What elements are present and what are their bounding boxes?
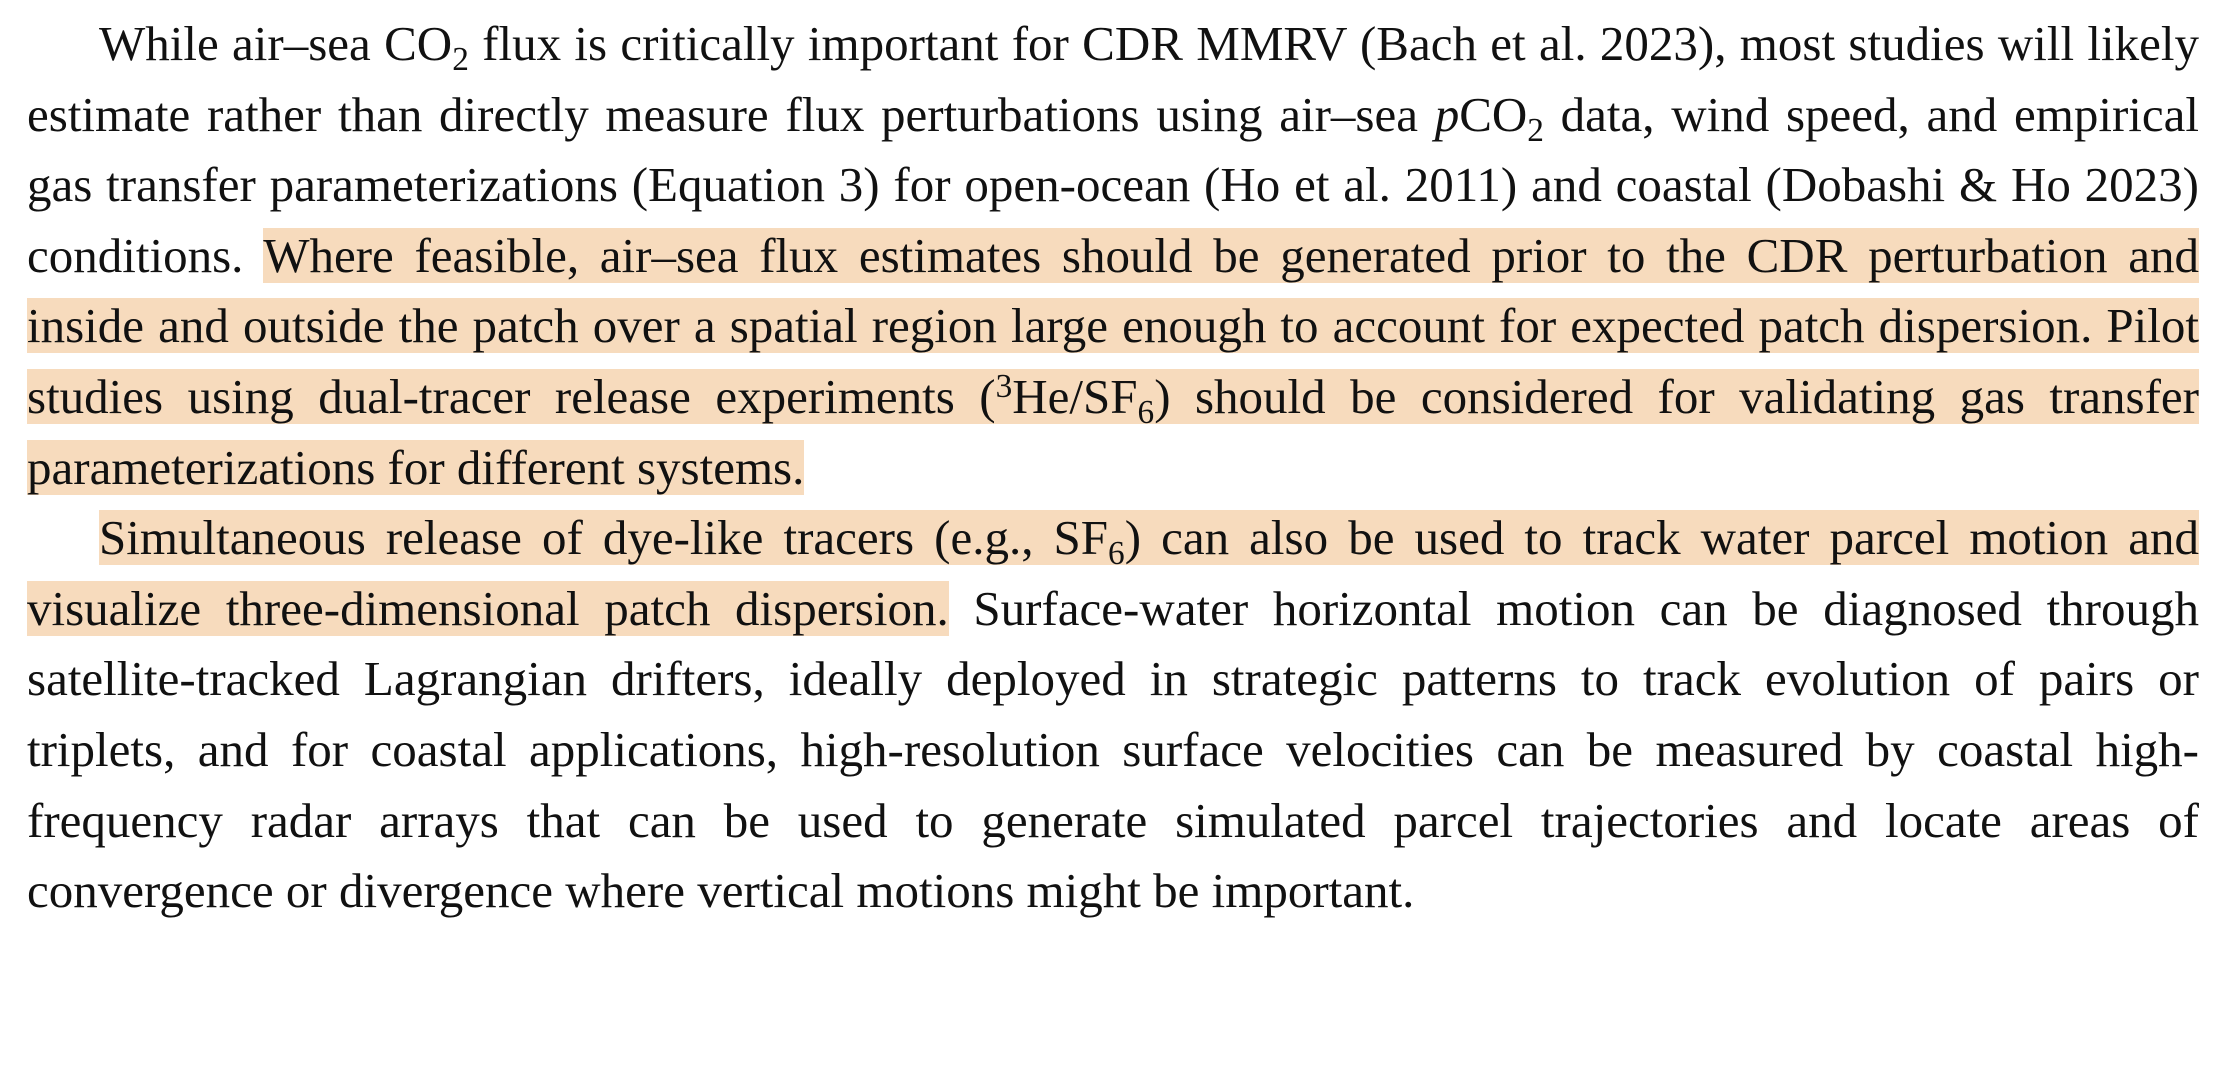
text-run: Surface-water horizontal motion can be diagnosed through satellite-tracked Lagrangian drifters, ideally deployed in strategic patterns to track evolution of pairs or triplets, and for coastal applications, high-resolution surface velocities can be measured by coastal high-frequency radar arrays that can be used to generate simulated parcel trajectories and locate areas of convergence or divergence where vertical motions might be important.	[27, 580, 2199, 919]
text-run: ) can also be used to track water parcel motion and visualize three-dimensional patch dispersion.	[27, 510, 2199, 636]
text-run: Simultaneous release of dye-like tracers (e.g., SF	[99, 510, 1109, 566]
subscript: 6	[1108, 535, 1125, 573]
text-run: flux is critically important for CDR MMRV (Bach et al. 2023), most studies will likely estimate rather than directly measure flux perturbations using air–sea	[27, 16, 2199, 142]
subscript: 6	[1137, 393, 1155, 431]
paragraph-air-sea-flux	[27, 9, 2199, 503]
italic-p: p	[1434, 86, 1460, 142]
superscript: 3	[995, 367, 1013, 405]
paragraph-tracer-release	[27, 503, 2199, 927]
text-run: While air–sea CO	[99, 16, 453, 71]
subscript: 2	[452, 40, 469, 78]
document-body	[27, 0, 2199, 927]
highlighted-passage	[27, 228, 2199, 495]
text-run: ) should be considered for validating gas transfer parameterizations for different systems.	[27, 368, 2199, 495]
text-run: data, wind speed, and empirical gas transfer parameterizations (Equation 3) for open-ocean (Ho et al. 2011) and coastal (Dobashi & Ho 2023) conditions.	[27, 86, 2199, 283]
text-run: CO	[1459, 86, 1528, 142]
text-run: Where feasible, air–sea flux estimates should be generated prior to the CDR perturbation and inside and outside the patch over a spatial region large enough to account for expected patch dispersion. Pilot studies using dual-tracer release experiments (	[27, 227, 2199, 424]
text-run: He/SF	[1012, 368, 1138, 424]
subscript: 2	[1527, 111, 1544, 149]
